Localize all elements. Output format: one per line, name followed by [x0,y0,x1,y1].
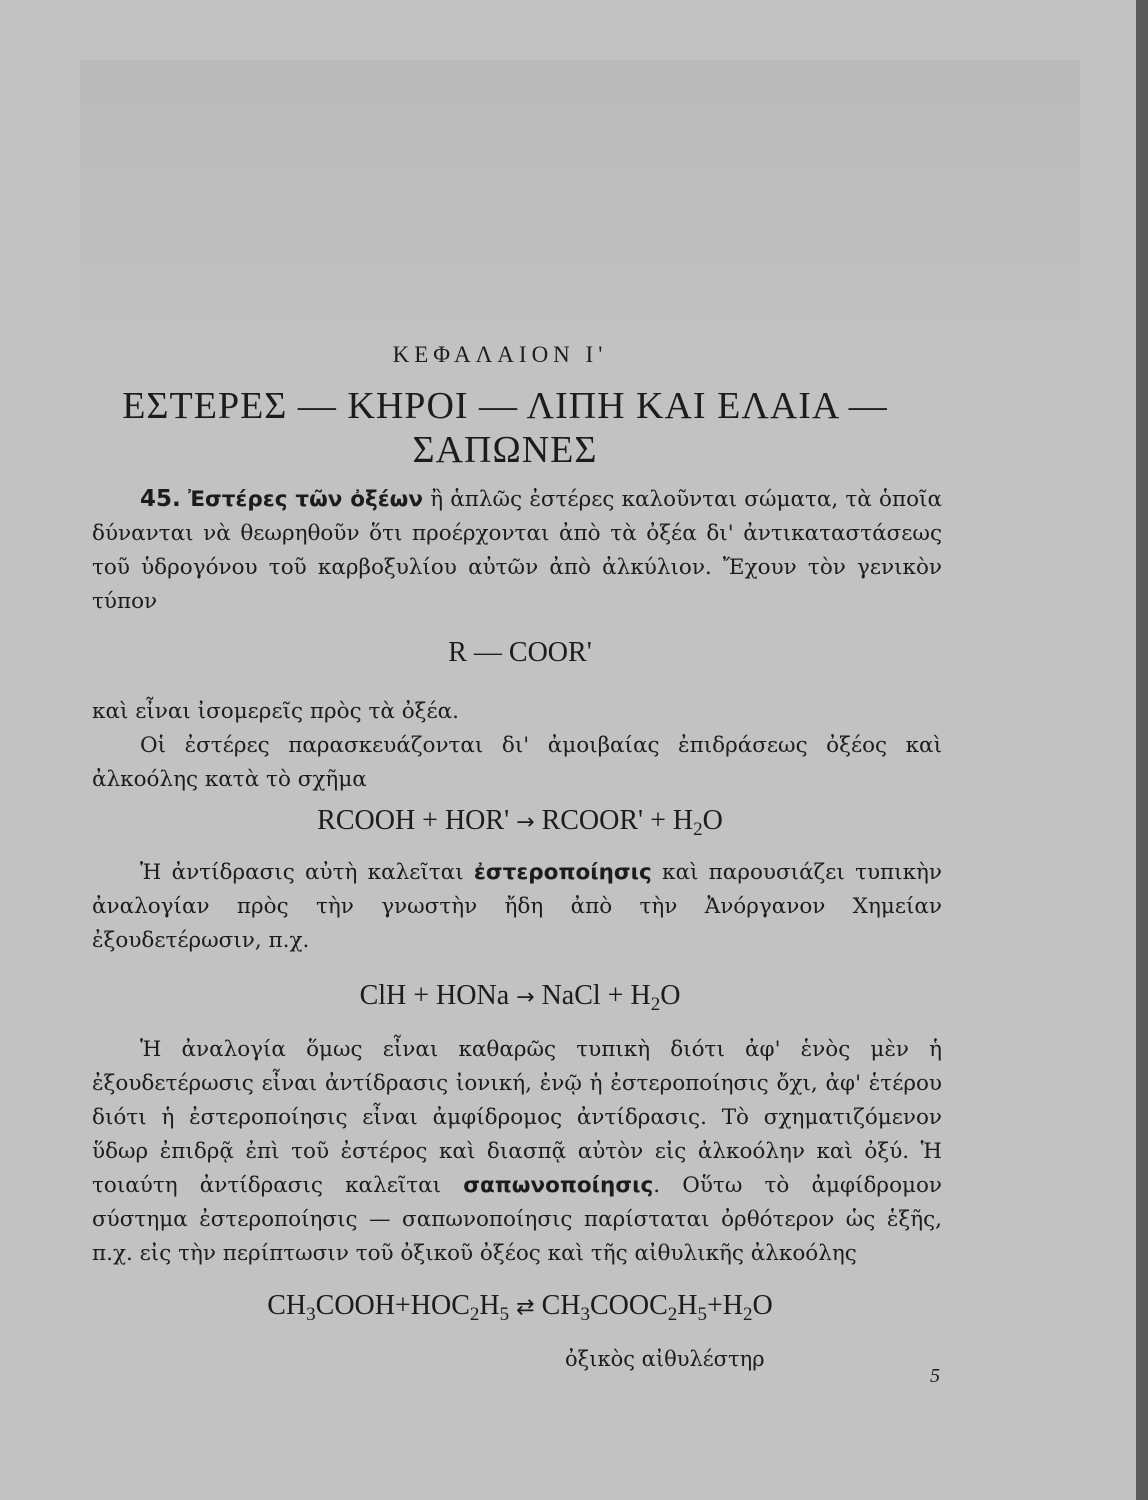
formula-esterification-right: RCOOR' + H [541,805,694,836]
formula-part: COOC [589,1290,668,1321]
formula-part: O [752,1290,773,1321]
formula-subscript: 5 [499,1304,510,1325]
section-45-paragraph [92,482,942,619]
formula-subscript: 5 [697,1304,707,1325]
formula-subscript: 2 [743,1304,753,1325]
formula-neutralization-tail: O [660,980,681,1011]
formula-neutralization-right: NaCl + H [541,980,651,1011]
formula-subscript: 3 [580,1304,590,1325]
formula-part: CH [267,1290,307,1321]
section-text: ἢ ἁπλῶς ἐστέρες καλοῦνται σώματα, τὰ ὁποῖα δύνανται νὰ θεωρηθοῦν ὅτι προέρχονται ἀπὸ τὰ ὀξέα δι' ἀντικαταστάσεως τοῦ ὑδρογόνου τοῦ καρβοξυλίου αὐτῶν ἀπὸ ἀλκύλιον. Ἔχουν τὸν γενικὸν τύπον [92,487,942,614]
formula-subscript: 3 [306,1304,316,1325]
section-term: Ἐστέρες τῶν ὀξέων [187,487,424,512]
formula-part: COOH+HOC [315,1290,470,1321]
arrow-right-icon: → [516,985,535,1010]
term-saponification: σαπωνοποίησις [463,1173,654,1198]
formula-subscript: 2 [469,1304,480,1325]
paragraph-saponification-lead: Ἡ ἀναλογία ὅμως εἶναι καθαρῶς τυπικὴ διότι ἀφ' ἑνὸς μὲν ἡ ἐξουδετέρωσις εἶναι ἀντίδρασις ἰονική, ἐνῷ ἡ ἐστεροποίησις ὄχι, ἀφ' ἑτέρου διότι ἡ ἐστεροποίησις εἶναι ἀμφίδρομος ἀντίδρασις. Τὸ σχηματιζόμενον ὕδωρ ἐπιδρᾷ ἐπὶ τοῦ ἐστέρος καὶ διασπᾷ αὐτὸν εἰς ἀλκοόλην καὶ ὀξύ. Ἡ τοιαύτη ἀντίδρασις καλεῖται [92,1037,942,1198]
section-number: 45. [140,486,181,512]
formula-general-ester: R — COOR' [448,637,592,668]
paragraph-esterification-rest: καὶ παρουσιάζει τυπικὴν ἀναλογίαν πρὸς τὴν γνωστὴν ἤδη ἀπὸ τὴν Ἀνόργανον Χημείαν ἐξουδετέρωσιν, π.χ. [92,860,942,953]
page-number: 5 [930,1365,940,1387]
paragraph-esterification [92,856,942,958]
paragraph-isomers-text: καὶ εἶναι ἰσομερεῖς πρὸς τὰ ὀξέα. [92,699,460,724]
arrow-right-icon: → [516,810,535,835]
equilibrium-arrow-icon: ⇄ [516,1295,535,1320]
formula-neutralization [80,980,960,1016]
formula-subscript: 2 [667,1304,678,1325]
paragraph-esterification-lead: Ἡ ἀντίδρασις αὐτὴ καλεῖται [140,860,474,885]
formula-caption: ὀξικὸς αἰθυλέστηρ [565,1347,765,1371]
chapter-label: ΚΕΦΑΛΑΙΟΝ Ι' [392,342,608,367]
formula-neutralization-sub: 2 [650,994,661,1015]
page-edge [1136,0,1148,1500]
formula-esterification [80,805,960,841]
paragraph-preparation: Οἱ ἐστέρες παρασκευάζονται δι' ἀμοιβαίας ἐπιδράσεως ὀξέος καὶ ἀλκοόλης κατὰ τὸ σχῆμα [92,733,942,792]
formula-esterification-tail: O [702,805,723,836]
formula-neutralization-left: ClH + HONa [359,980,510,1011]
paragraph-saponification [92,1033,942,1271]
chapter-title: ΕΣΤΕΡΕΣ — ΚΗΡΟΙ — ΛΙΠΗ ΚΑΙ ΕΛΑΙΑ — ΣΑΠΩΝΕΣ [122,385,888,471]
formula-part: H [677,1290,698,1321]
formula-part: +H [707,1290,744,1321]
show-through-shadow [80,60,1080,320]
formula-ethyl-acetate [80,1290,960,1326]
term-esterification: ἐστεροποίησις [473,860,652,885]
paragraph-isomers [92,695,942,797]
formula-esterification-left: RCOOH + HOR' [317,805,510,836]
formula-esterification-sub: 2 [693,819,703,840]
formula-part: CH [541,1290,581,1321]
formula-part: H [479,1290,500,1321]
paragraph-saponification-rest: . Οὕτω τὸ ἀμφίδρομον σύστημα ἐστεροποίησις — σαπωνοποίησις παρίσταται ὀρθότερον ὡς ἑξῆς, π.χ. εἰς τὴν περίπτωσιν τοῦ ὀξικοῦ ὀξέος καὶ τῆς αἰθυλικῆς ἀλκοόλης [92,1173,942,1266]
